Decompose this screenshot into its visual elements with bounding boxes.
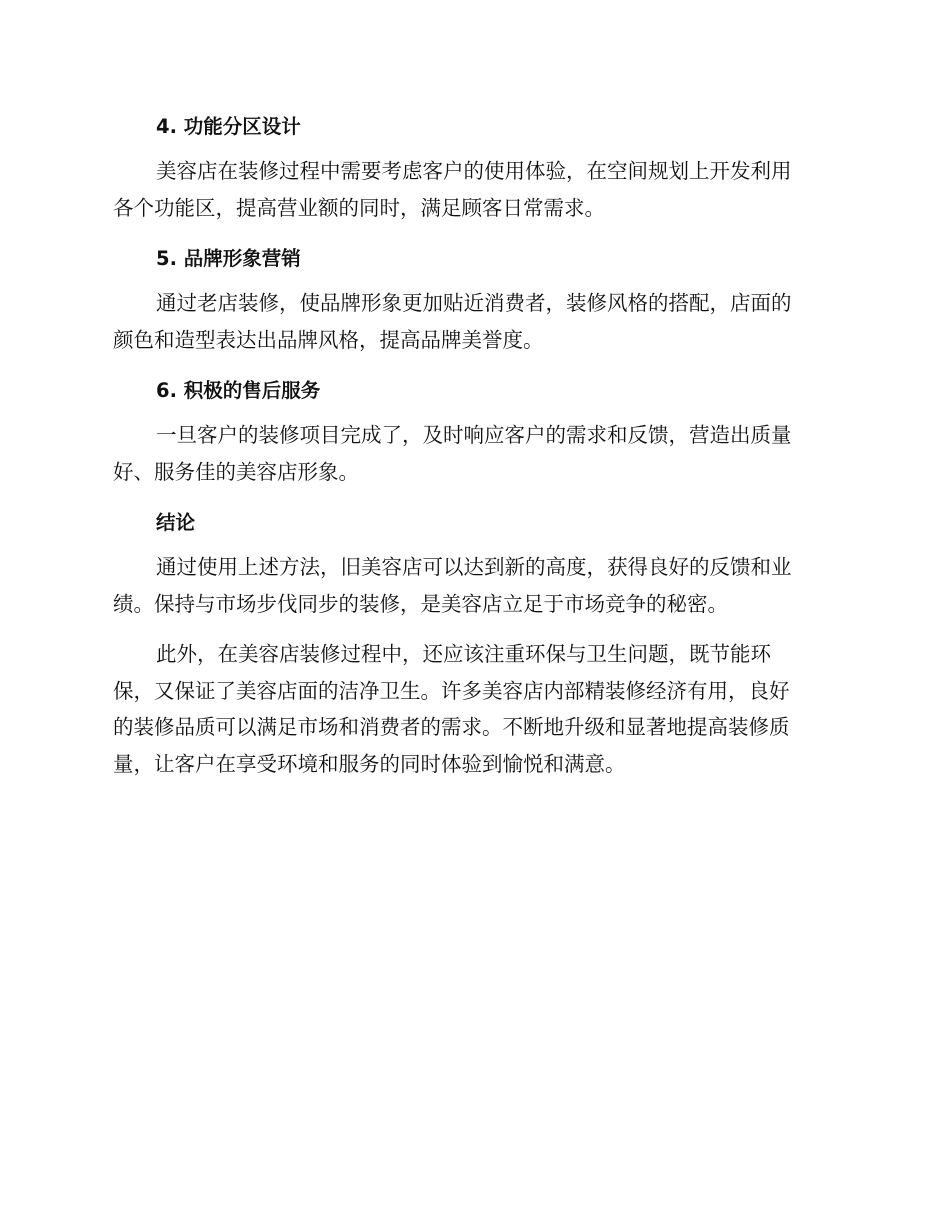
paragraph-line: 颜色和造型表达出品牌风格，提高品牌美誉度。 xyxy=(113,327,544,352)
paragraph xyxy=(113,549,833,622)
paragraph-line: 的装修品质可以满足市场和消费者的需求。不断地升级和显著地提高装修质 xyxy=(113,715,790,739)
section-heading-6: 6. 积极的售后服务 xyxy=(156,379,321,402)
paragraph-line: 好、服务佳的美容店形象。 xyxy=(113,459,359,484)
paragraph xyxy=(113,636,833,782)
paragraph xyxy=(113,285,833,358)
paragraph-line: 各个功能区，提高营业额的同时，满足顾客日常需求。 xyxy=(113,195,605,220)
section-heading-conclusion: 结论 xyxy=(156,511,196,534)
paragraph-line: 此外，在美容店装修过程中，还应该注重环保与卫生问题，既节能环 xyxy=(156,642,771,666)
paragraph-line: 美容店在装修过程中需要考虑客户的使用体验，在空间规划上开发利用 xyxy=(156,159,792,183)
paragraph-line: 通过老店装修，使品牌形象更加贴近消费者，装修风格的搭配，店面的 xyxy=(156,291,792,315)
document-page xyxy=(113,108,833,796)
paragraph xyxy=(113,417,833,490)
section-heading-4: 4. 功能分区设计 xyxy=(156,115,301,138)
paragraph-line: 一旦客户的装修项目完成了，及时响应客户的需求和反馈，营造出质量 xyxy=(156,423,792,447)
section-heading-5: 5. 品牌形象营销 xyxy=(156,247,301,270)
paragraph xyxy=(113,153,833,226)
paragraph-line: 绩。保持与市场步伐同步的装修，是美容店立足于市场竞争的秘密。 xyxy=(113,591,728,616)
paragraph-line: 保，又保证了美容店面的洁净卫生。许多美容店内部精装修经济有用，良好 xyxy=(113,678,790,703)
paragraph-line: 量，让客户在享受环境和服务的同时体验到愉悦和满意。 xyxy=(113,751,626,776)
paragraph-line: 通过使用上述方法，旧美容店可以达到新的高度，获得良好的反馈和业 xyxy=(156,555,792,579)
